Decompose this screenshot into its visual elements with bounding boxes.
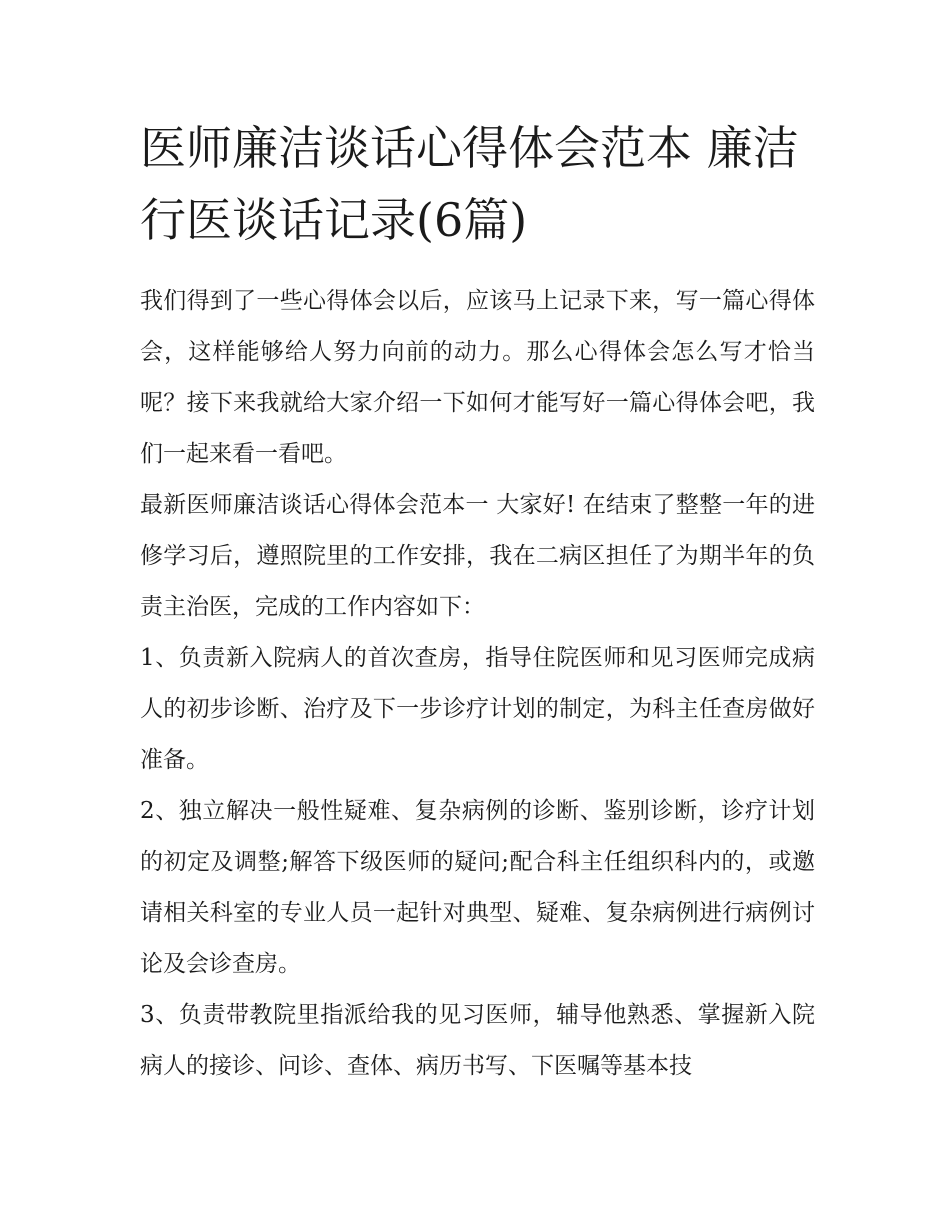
paragraph-sample-one: 最新医师廉洁谈话心得体会范本一 大家好! 在结束了整整一年的进修学习后，遵照院里的工作安排，我在二病区担任了为期半年的负责主治医，完成的工作内容如下：	[140, 492, 815, 620]
document-title: 医师廉洁谈话心得体会范本 廉洁行医谈话记录(6篇)	[140, 121, 799, 247]
paragraph-intro: 我们得到了一些心得体会以后，应该马上记录下来，写一篇心得体会，这样能够给人努力向前的动力。那么心得体会怎么写才恰当呢？接下来我就给大家介绍一下如何才能写好一篇心得体会吧，我们一起来看一看吧。	[140, 288, 815, 467]
paragraph-item-2: 2、独立解决一般性疑难、复杂病例的诊断、鉴别诊断，诊疗计划的初定及调整;解答下级医师的疑问;配合科主任组织科内的，或邀请相关科室的专业人员一起针对典型、疑难、复杂病例进行病例讨论及会诊查房。	[140, 798, 815, 977]
paragraph-item-3: 3、负责带教院里指派给我的见习医师，辅导他熟悉、掌握新入院病人的接诊、问诊、查体、病历书写、下医嘱等基本技	[140, 1002, 815, 1079]
paragraph-item-1: 1、负责新入院病人的首次查房，指导住院医师和见习医师完成病人的初步诊断、治疗及下一步诊疗计划的制定，为科主任查房做好准备。	[140, 645, 815, 773]
document-body	[140, 276, 815, 1092]
